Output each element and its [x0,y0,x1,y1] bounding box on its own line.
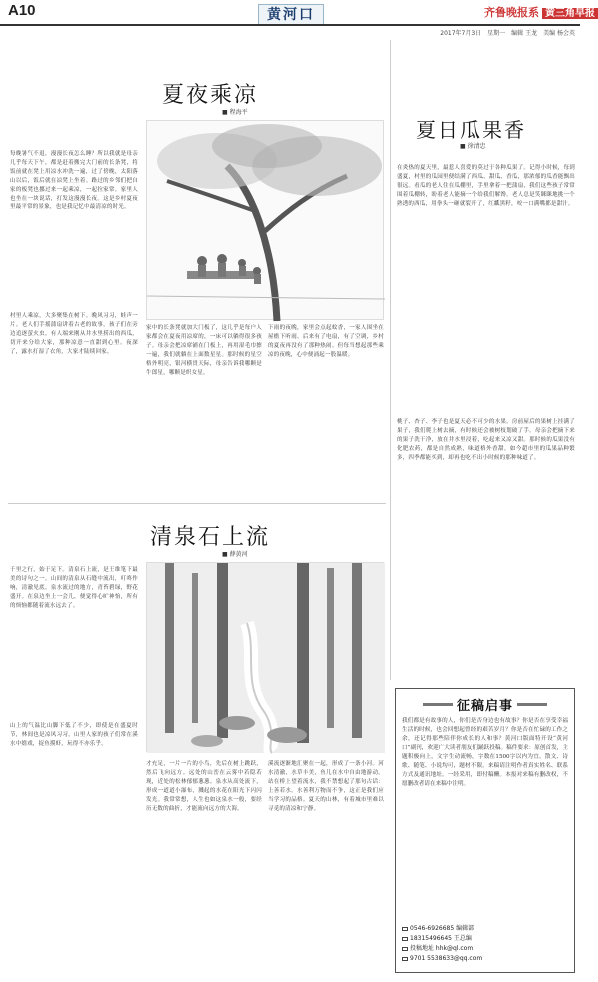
contact-line-2 [402,934,568,944]
article-3-col-2: 山上的气温比山脚下低了不少，即使是在盛夏时节，林间也是凉风习习。山里人家的孩子们常在溪水中嬉戏，捉鱼摸虾，玩得不亦乐乎。 [10,723,138,747]
phone-icon [402,927,408,931]
notice-bar-left [423,703,453,706]
call-for-papers-box [395,688,575,973]
phone-icon [402,937,408,941]
forest-sketch-icon [147,563,385,753]
logo-tag: 黄三角早报 [542,8,598,19]
dateline: 2017年7月3日 星期一 编辑 王龙 美编 杨会英 [440,30,575,37]
newspaper-logo [484,4,598,20]
notice-title: 征稿启事 [456,698,513,714]
article-3-col-4: 溪流逐渐地汇聚在一起，形成了一条小河。河水清澈，水草丰美，鱼儿在水中自由地游动。站在桥上望着流水，我不禁想起了那句古话：上善若水。水善利万物而不争，这正是我们应当学习的品格。夏天的山林，有着城市里难以寻觅的清凉和宁静。 [268,761,384,812]
article-2-author: ■ 徐清忠 [460,143,486,150]
contact-line-3 [402,944,568,954]
section-title: 黄河口 [258,4,324,26]
article-2-col-1: 在炎热的夏天里，最惹人喜爱的莫过于各种瓜果了。记得小时候，每到盛夏，村里的瓜园里便结满了西瓜、甜瓜、香瓜，那浓郁的瓜香能飘出很远。看瓜的老人住在瓜棚里，手里拿着一把蒲扇，我们这些孩子常常围着瓜棚转，盼着老人能摘一个给我们解馋。老人总是笑眯眯地挑一个熟透的西瓜，用拳头一砸就裂开了，红瓤黑籽，咬一口满嘴都是甜汁。 [397,165,575,207]
contact-email-1[interactable]: 投稿地址 hhk@ql.com [410,945,474,952]
contact-line-1 [402,924,568,934]
article-3-author: ■ 薛黄河 [222,551,248,558]
contact-phone-2: 18315496645 王总编 [410,935,472,942]
contact-email-2[interactable]: 9701 5538633@qq.com [410,955,483,962]
logo-suffix: 系 [528,6,539,19]
article-1-author: ■ 程海平 [222,109,248,116]
notice-bar-right [517,703,547,706]
contact-phone-1: 0546-6926685 编辑部 [410,925,475,932]
mail-icon [402,957,408,961]
header-rule [0,24,580,26]
logo-text: 齐鲁晚报 [484,6,528,19]
article-1-col-2: 村里人乘凉，大多聚集在树下。晚风习习，蛙声一片。老人们手摇蒲扇讲着古老的故事，孩子们在旁边追逐萤火虫。有人端来刚从井水里捞出的西瓜，切开来分给大家，那种凉意一直甜到心里。夜深了，露水打湿了衣角，大家才陆续回家。 [10,313,138,355]
contact-line-4 [402,954,568,964]
article-1-col-3: 家中的长条凳就加大门板了，这几乎是每户人家都会在夏夜用凉席的，一床可以躺得很多孩子。母亲会把凉席铺在门板上，再用湿毛巾擦一遍，我们就躺在上面数星星。那时候的星空格外明亮，银河横贯天际，母亲告诉我哪颗是牛郎星，哪颗是织女星。 [146,325,262,376]
notice-contacts [402,924,568,964]
article-1-col-4: 下雨的夜晚，家里会点起蚊香，一家人围坐在屋檐下听雨。后来有了电扇，有了空调，乡村的夏夜再没有了那种热闹。但每当想起那些乘凉的夜晚，心中便涌起一股温暖。 [268,325,384,358]
forest-stream-image [146,562,384,752]
notice-body: 我们都是有故事的人，你们是否身边也有故事？你是否在享受幸福生活的时候，也会回想起曾经的艰苦岁月？你是否在忙碌的工作之余，还记得那些陪伴你成长的人和事？黄河口版面特开设“黄河口”副刊，欢迎广大读者朋友们踊跃投稿。稿件要求：原创首发，主题积极向上，文字生动流畅，字数在1500字以内为宜。散文、诗歌、随笔、小说均可，题材不限。来稿请注明作者真实姓名、联系方式及通讯地址。一经采用，即付稿酬。本报对来稿有删改权，不愿删改者请在来稿中注明。 [402,718,568,787]
tree-sketch-image [146,120,384,320]
mail-icon [402,947,408,951]
article-1-title: 夏夜乘凉 [162,83,259,108]
notice-header [402,693,568,715]
article-2-col-2: 桃子、杏子、李子也是夏天必不可少的水果。房前屋后的果树上挂满了果子，我们爬上树去摘，有时候还会被树枝划破了手。母亲会把摘下来的果子洗干净，放在井水里浸着，吃起来又凉又甜。那时候的瓜果没有化肥农药，都是自然成熟，味道格外香甜。如今超市里的瓜果品种繁多，四季都能买到，却再也吃不出小时候的那种味道了。 [397,419,575,461]
article-3-title: 清泉石上流 [150,525,271,550]
tree-sketch-icon [147,121,385,321]
article-1-col-1: 每晚暑气不退，漫漫长夜怎么睡？所以我就是母亲几乎每天下午，都是赶着搬完大门前的长条凳，将饭前就在凳上用凉水冲洗一遍，过了傍晚，太阳落山以后，饭后就在凉凳上坐着。路过的乡邻们把自家的板凳也挪过来一起乘凉，一起拉家常。家里人也坐在一块说话，打发这漫漫长夜。这是乡村夏夜里最平常的景象，也是我记忆中最清凉的时光。 [10,151,138,211]
article-2-title: 夏日瓜果香 [416,118,526,142]
article-divider [8,503,386,504]
page-number: A10 [8,2,36,19]
article-3-col-3: 才充足，一片一片的小鸟，先后在树上跳跃，然后飞向远方。远处的山峦在云雾中若隐若现，近处的松林郁郁葱葱。泉水从高处流下，形成一道道小瀑布，溅起的水花在阳光下闪闪发光。我常常想，人生也如这泉水一般，要经历无数的曲折，才能流向远方的大海。 [146,761,262,812]
column-divider [390,40,391,680]
article-3-col-1: 千里之行，始于足下。清泉石上流，是王维笔下最美的诗句之一。山间的清泉从石缝中流出，叮咚作响，清澈见底。泉水流过的地方，青苔碧绿，野花盛开。在泉边坐上一会儿，便觉得心旷神怡，所有的烦恼都随着流水远去了。 [10,567,138,609]
